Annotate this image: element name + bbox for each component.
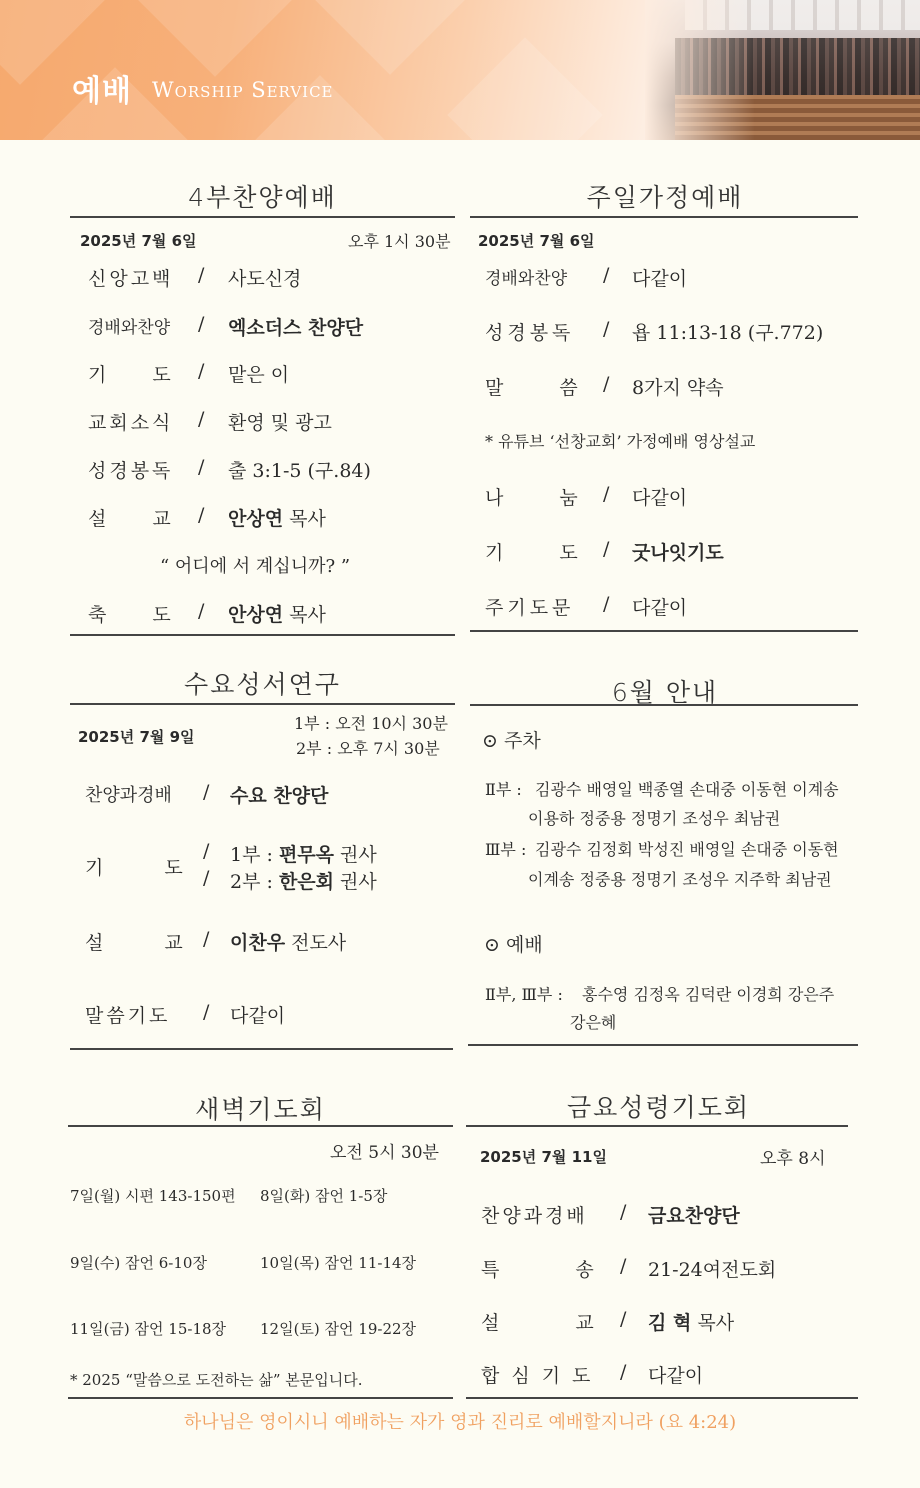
circle-dot-icon: ⊙ (482, 730, 498, 752)
row-value-prefix: 1부 : (230, 844, 279, 866)
row-label: 말씀기도 (85, 1005, 171, 1027)
row-separator: / (620, 1361, 627, 1383)
row-value-bold: 안상연 (228, 508, 284, 530)
row-value-suffix: 목사 (691, 1312, 735, 1334)
service-time: 오후 8시 (760, 1149, 826, 1169)
reading-item: 10일(목) 잠언 11-14장 (260, 1254, 417, 1272)
section-rule (70, 216, 455, 218)
row-value: 사도신경 (228, 268, 302, 290)
section-title-family-worship: 주일가정예배 (586, 183, 744, 212)
row-label: 성경봉독 (485, 322, 575, 344)
row-value-bold: 김 혁 (648, 1312, 692, 1334)
row-separator: / (203, 840, 210, 862)
circle-dot-icon: ⊙ (484, 934, 500, 956)
parking-title: 주차 (503, 730, 541, 752)
row-value-bold: 한은회 (278, 871, 334, 893)
section-rule (70, 634, 455, 636)
row-value-prefix: 2부 : (230, 871, 279, 893)
section-rule (70, 1048, 453, 1050)
row-value: 다같이 (230, 1005, 286, 1027)
service-time-1: 1부 : 오전 10시 30분 (294, 714, 448, 733)
row-separator: / (603, 318, 610, 340)
service-time: 오전 5시 30분 (330, 1143, 439, 1163)
youtube-note: * 유튜브 ‘선창교회’ 가정예배 영상설교 (485, 432, 756, 451)
row-separator: / (198, 600, 205, 622)
worship-heading (484, 930, 543, 957)
row-separator: / (603, 264, 610, 286)
row-label: 나 눔 (485, 487, 578, 509)
reading-item: 11일(금) 잠언 15-18장 (70, 1320, 227, 1338)
section-title-friday-prayer: 금요성령기도회 (566, 1093, 751, 1122)
row-label: 교회소식 (88, 412, 174, 434)
row-separator: / (603, 538, 610, 560)
row-separator: / (203, 928, 210, 950)
reading-item: 9일(수) 잠언 6-10장 (70, 1254, 207, 1272)
row-label: 특 송 (481, 1259, 594, 1281)
section-title-dawn-prayer: 새벽기도회 (195, 1095, 326, 1124)
reading-note: * 2025 “말씀으로 도전하는 삶” 본문입니다. (70, 1371, 363, 1389)
header-pattern-tile (305, 0, 475, 75)
photo-fade (645, 0, 755, 140)
row-label: 기 도 (85, 857, 183, 879)
worship-title: 예배 (505, 934, 543, 956)
row-label: 기 도 (88, 364, 171, 386)
service-time-2: 2부 : 오후 7시 30분 (296, 739, 440, 758)
row-separator: / (203, 867, 210, 889)
row-separator: / (203, 1001, 210, 1023)
row-value: 다같이 (632, 268, 688, 290)
service-date: 2025년 7월 9일 (78, 728, 195, 746)
row-value-bold: 이찬우 (230, 932, 286, 954)
row-value: 욥 11:13-18 (구.772) (632, 322, 824, 344)
header-pattern-tile (123, 0, 307, 77)
page-subtitle: Worship Service (152, 78, 334, 102)
row-label: 합심기도 (481, 1365, 603, 1387)
row-label: 찬양과경배 (85, 785, 172, 806)
parking-3rd-line1: 김광수 김정회 박성진 배영일 손대중 이동현 (535, 840, 839, 859)
row-separator: / (198, 408, 205, 430)
row-separator: / (198, 264, 205, 286)
parking-3rd-line2: 이계송 정중용 정명기 조성우 지주학 최남권 (528, 870, 832, 889)
section-rule (68, 1397, 453, 1399)
row-label: 성경봉독 (88, 460, 174, 482)
row-label: 설 교 (481, 1312, 594, 1334)
parking-2nd-label: Ⅱ부 : (485, 780, 522, 799)
row-value-bold: 엑소더스 찬양단 (228, 317, 364, 339)
row-label: 축 도 (88, 604, 171, 626)
row-value: 다같이 (648, 1365, 704, 1387)
parking-2nd-line1: 김광수 배영일 백종열 손대중 이동현 이계송 (535, 780, 839, 799)
row-label: 경배와찬양 (485, 269, 568, 289)
row-separator: / (603, 373, 610, 395)
header-banner (0, 0, 920, 140)
worship-line2: 강은혜 (570, 1013, 617, 1032)
row-label: 설 교 (88, 508, 171, 530)
page-title: 예배 (72, 74, 132, 109)
service-date: 2025년 7월 6일 (80, 232, 197, 250)
service-time: 오후 1시 30분 (348, 232, 451, 251)
row-value: 다같이 (632, 487, 688, 509)
row-separator: / (198, 456, 205, 478)
worship-label: Ⅱ부, Ⅲ부 : (485, 985, 563, 1004)
row-value: 다같이 (632, 597, 688, 619)
section-rule (68, 1125, 453, 1127)
row-label: 찬양과경배 (481, 1205, 588, 1227)
row-separator: / (198, 313, 205, 335)
row-label: 말 씀 (485, 377, 578, 399)
section-rule (466, 1397, 858, 1399)
parking-2nd-line2: 이용하 정중용 정명기 조성우 최남권 (528, 809, 781, 828)
worship-line1: 홍수영 김정옥 김덕란 이경희 강은주 (582, 985, 835, 1004)
section-rule (466, 1125, 848, 1127)
service-date: 2025년 7월 6일 (478, 232, 595, 250)
row-separator: / (620, 1308, 627, 1330)
section-title-wednesday-study: 수요성서연구 (184, 670, 341, 699)
row-value-bold: 편무옥 (278, 844, 334, 866)
parking-3rd-label: Ⅲ부 : (485, 840, 527, 859)
row-label: 신앙고백 (88, 268, 174, 290)
section-title-june-notice: 6월 안내 (611, 678, 719, 707)
reading-item: 8일(화) 잠언 1-5장 (260, 1187, 388, 1205)
section-title-4th-service: 4부찬양예배 (188, 183, 337, 212)
parking-heading (482, 726, 541, 753)
section-rule (468, 1044, 858, 1046)
row-value-bold: 수요 찬양단 (230, 785, 329, 807)
row-separator: / (620, 1255, 627, 1277)
congregation-photo (645, 0, 920, 140)
sermon-title: “ 어디에 서 계십니까? ” (160, 556, 351, 577)
row-value-suffix: 전도사 (285, 932, 347, 954)
row-separator: / (620, 1201, 627, 1223)
row-separator: / (203, 781, 210, 803)
row-value-bold: 금요찬양단 (648, 1205, 740, 1227)
row-value: 맡은 이 (228, 364, 290, 386)
section-rule (470, 216, 858, 218)
row-value-bold: 굿나잇기도 (632, 542, 724, 564)
row-value-suffix: 목사 (283, 508, 326, 530)
row-separator: / (198, 504, 205, 526)
row-value: 환영 및 광고 (228, 412, 332, 434)
row-value-bold: 안상연 (228, 604, 284, 626)
section-rule (470, 704, 858, 706)
header-pattern-tile (447, 37, 603, 140)
row-separator: / (603, 593, 610, 615)
row-value-suffix: 목사 (283, 604, 326, 626)
section-rule (470, 630, 858, 632)
footer-verse: 하나님은 영이시니 예배하는 자가 영과 진리로 예배할지니라 (요 4:24) (183, 1412, 737, 1433)
row-separator: / (198, 360, 205, 382)
row-value: 21-24여전도회 (648, 1259, 777, 1281)
row-label: 설 교 (85, 932, 183, 954)
row-value-suffix: 권사 (334, 844, 377, 866)
reading-item: 7일(월) 시편 143-150편 (70, 1187, 236, 1205)
section-rule (70, 703, 455, 705)
row-separator: / (603, 483, 610, 505)
row-value: 8가지 약속 (632, 377, 724, 399)
row-label: 기 도 (485, 542, 578, 564)
row-label: 주기도문 (485, 597, 575, 619)
service-date: 2025년 7월 11일 (480, 1148, 607, 1166)
row-value: 출 3:1-5 (구.84) (228, 460, 371, 482)
reading-item: 12일(토) 잠언 19-22장 (260, 1320, 417, 1338)
row-value-suffix: 권사 (334, 871, 377, 893)
row-label: 경배와찬양 (88, 318, 171, 338)
